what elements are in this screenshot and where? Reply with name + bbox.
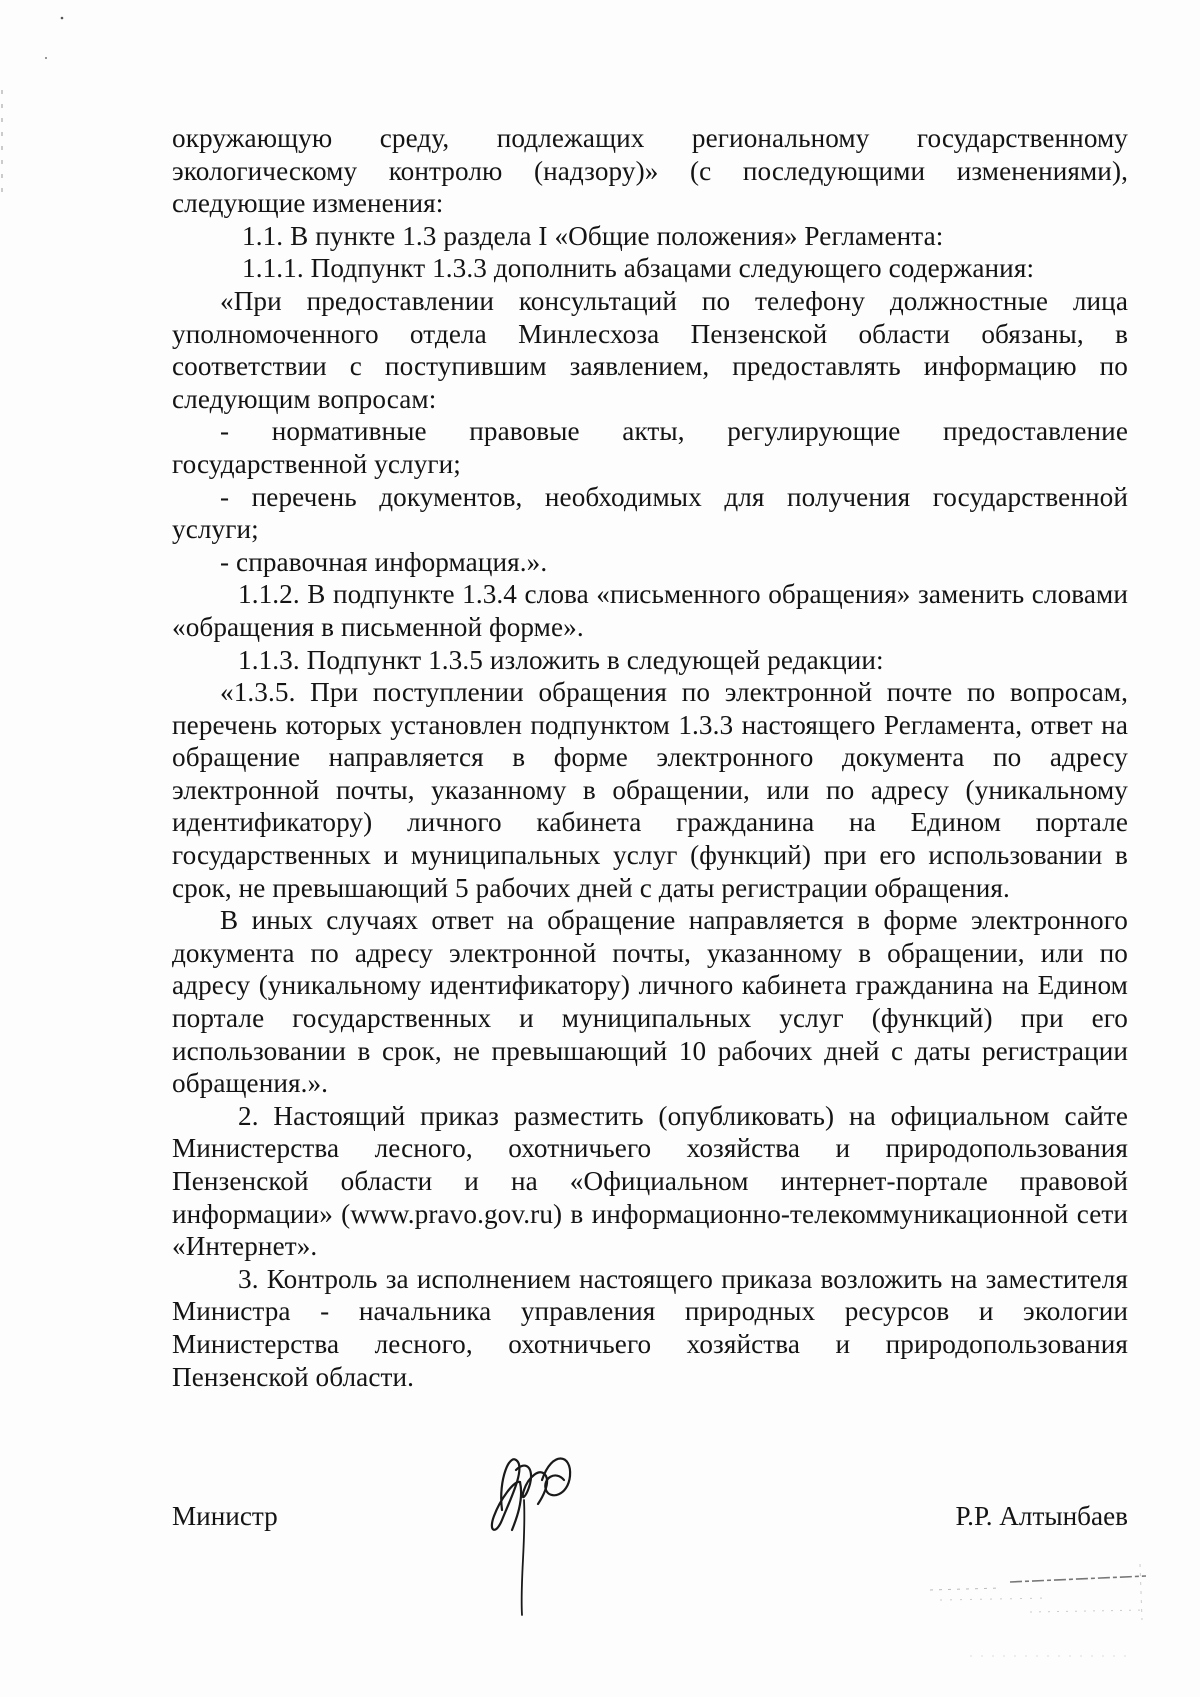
scan-speck-icon [40,10,80,70]
paragraph-consultations: «При предоставлении консультаций по телефону должностные лица уполномоченного отдела Минлесхоза Пензенской области обязаны, в соответствии с поступившим заявлением, предоставлять информацию по следующим вопросам: [172,285,1128,414]
paragraph-1-1-2: 1.1.2. В подпункте 1.3.4 слова «письменного обращения» заменить словами «обращения в письменной форме». [172,579,1128,642]
scan-edge-icon [0,90,6,200]
signatory-title: Министр [172,1501,278,1531]
list-item-reference-info: - справочная информация.». [220,546,548,577]
paragraph-item-2: 2. Настоящий приказ разместить (опубликовать) на официальном сайте Министерства лесного, охотничьего хозяйства и природопользования Пензенской области и на «Официальном интернет-портале правовой информации» (www.pravo.gov.ru) в информационно-телекоммуникационной сети «Интернет». [172,1100,1128,1262]
signatory-name: Р.Р. Алтынбаев [955,1501,1128,1531]
paragraph-item-3: 3. Контроль за исполнением настоящего приказа возложить на заместителя Министра - начальника управления природных ресурсов и экологии Министерства лесного, охотничьего хозяйства и природопользования Пензенской области. [172,1263,1128,1392]
document-body [172,122,1128,1393]
paragraph-intro: окружающую среду, подлежащих региональному государственному экологическому контролю (надзору)» (с последующими изменениями), следующие изменения: [172,123,1128,219]
paragraph-1-1-1: 1.1.1. Подпункт 1.3.3 дополнить абзацами следующего содержания: [242,253,1035,284]
paragraph-other-cases: В иных случаях ответ на обращение направляется в форме электронного документа по адресу электронной почты, указанному в обращении, или по адресу (уникальному идентификатору) личного кабинета гражданина на Едином портале государственных и муниципальных услуг (функций) при его использовании в срок, не превышающий 10 рабочих дней с даты регистрации обращения.». [172,905,1128,1099]
list-item-documents: - перечень документов, необходимых для получения государственной услуги; [172,481,1128,545]
paragraph-1-1: 1.1. В пункте 1.3 раздела I «Общие положения» Регламента: [242,220,944,251]
faint-stamp-marks-icon [910,1560,1160,1670]
signature-block [172,1500,1128,1540]
paragraph-1-3-5: «1.3.5. При поступлении обращения по электронной почте по вопросам, перечень которых установлен подпунктом 1.3.3 настоящего Регламента, ответ на обращение направляется в форме электронного документа по адресу электронной почты, указанному в обращении, или по адресу (уникальному идентификатору) личного кабинета гражданина на Едином портале государственных и муниципальных услуг (функций) при его использовании в срок, не превышающий 5 рабочих дней с даты регистрации обращения. [172,677,1128,903]
paragraph-1-1-3: 1.1.3. Подпункт 1.3.5 изложить в следующей редакции: [238,644,884,675]
list-item-normative-acts: - нормативные правовые акты, регулирующие предоставление государственной услуги; [172,416,1128,479]
